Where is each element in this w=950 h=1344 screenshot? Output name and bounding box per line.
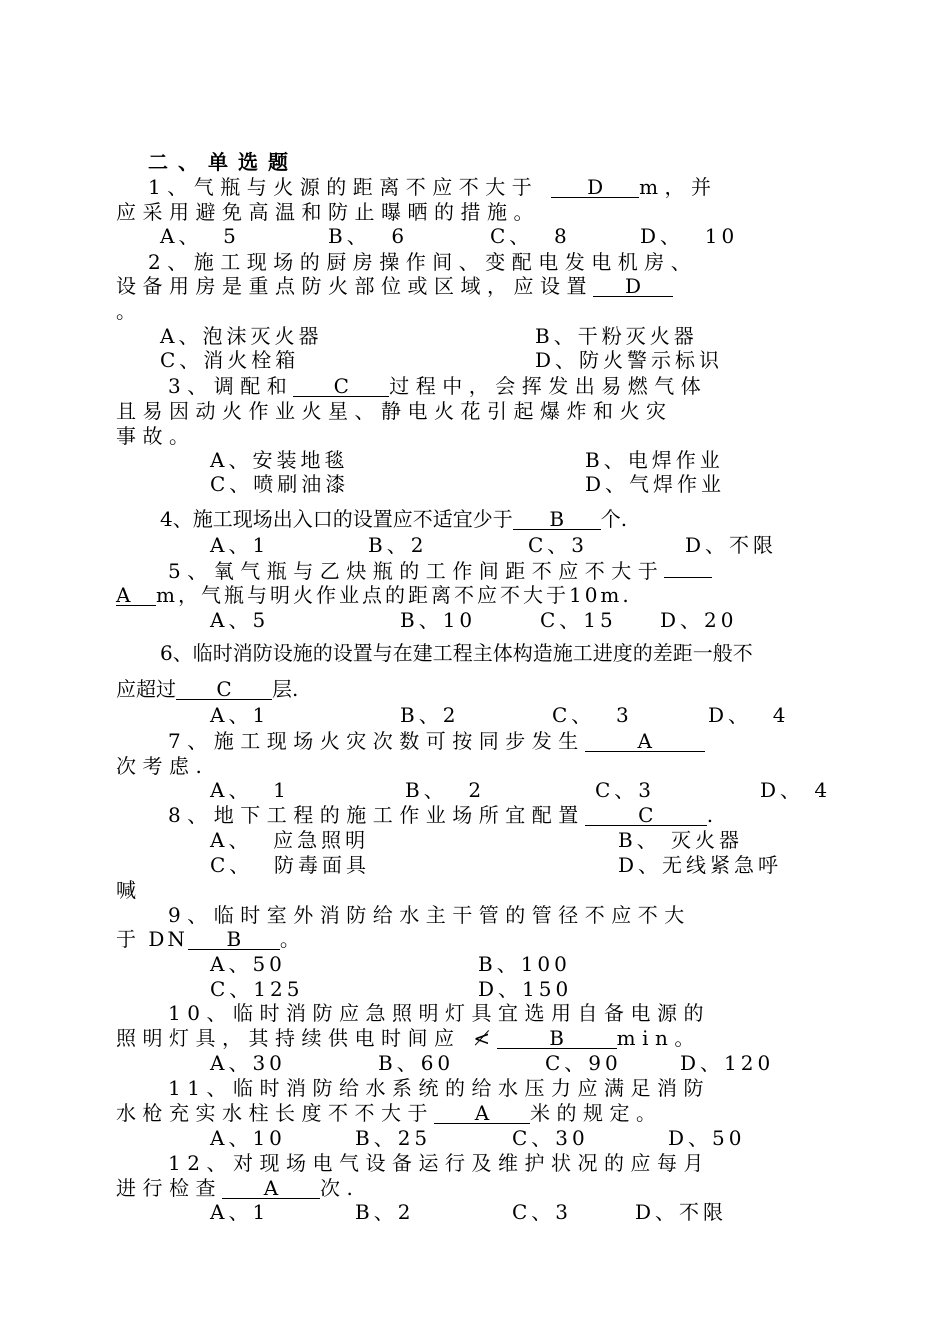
option-a: A、安装地毯	[210, 448, 349, 472]
question-text: m，气瓶与明火作业点的距离不应不大于10m.	[156, 583, 632, 607]
option-d: D、120	[680, 1051, 775, 1075]
option-b: B、2	[355, 1200, 415, 1224]
option-b: B、 6	[328, 224, 409, 248]
option-a: A、30	[210, 1051, 286, 1075]
question-2	[116, 274, 673, 298]
answer-blank: B	[513, 509, 601, 530]
option-c: C、3	[528, 533, 589, 557]
answer-blank: D	[593, 276, 673, 297]
question-text: 米的规定。	[530, 1101, 663, 1125]
option-c: C、 3	[552, 703, 633, 727]
option-b: B、干粉灭火器	[535, 324, 698, 348]
question-4	[160, 507, 627, 531]
option-b: B、25	[355, 1126, 432, 1150]
question-text: 5、氧气瓶与乙炔瓶的工作间距不应不大于	[168, 559, 665, 583]
question-text: 6、临时消防设施的设置与在建工程主体构造施工进度的差距一般不	[160, 641, 753, 665]
answer-blank: A	[116, 585, 156, 606]
option-d: D、50	[668, 1126, 746, 1150]
option-b: B、60	[378, 1051, 455, 1075]
question-text: 水枪充实水柱长度不不大于	[116, 1101, 434, 1125]
question-text: 。	[279, 927, 303, 951]
option-d: D、不限	[685, 533, 778, 557]
option-a: A、5	[210, 608, 270, 632]
option-c: C、3	[595, 778, 656, 802]
question-text: .	[706, 803, 720, 827]
question-text: 次考虑.	[116, 754, 209, 778]
option-d-cont: 喊	[116, 878, 136, 902]
option-c: C、喷刷油漆	[210, 472, 350, 496]
option-d: D、无线紧急呼	[618, 853, 783, 877]
question-text: 8、地下工程的施工作业场所宜配置	[168, 803, 585, 827]
option-b: B、电焊作业	[585, 448, 724, 472]
question-text: 进行检查	[116, 1176, 222, 1200]
question-text: 照明灯具，其持续供电时间应 ≮	[116, 1026, 497, 1050]
question-5	[168, 559, 712, 583]
option-c: C、 8	[490, 224, 571, 248]
question-text: min。	[616, 1026, 701, 1050]
question-1	[148, 175, 718, 199]
question-text: 3、调配和	[168, 374, 294, 398]
answer-blank: C	[293, 376, 389, 397]
question-3	[168, 374, 707, 398]
option-d: D、20	[660, 608, 738, 632]
question-12	[116, 1176, 359, 1200]
option-c: C、125	[210, 977, 304, 1001]
question-text: 设备用房是重点防火部位或区域，应设置	[116, 274, 593, 298]
answer-blank: D	[551, 177, 639, 198]
question-text: 9、临时室外消防给水主干管的管径不应不大	[168, 903, 691, 927]
question-6	[116, 677, 298, 701]
question-text: 。	[116, 299, 136, 323]
question-text: 2、施工现场的厨房操作间、变配电发电机房、	[148, 250, 698, 274]
question-7	[168, 729, 705, 753]
option-b: B、2	[400, 703, 460, 727]
option-b: B、 2	[405, 778, 486, 802]
answer-blank: B	[497, 1028, 617, 1049]
question-text: 4、施工现场出入口的设置应不适宜少于	[160, 507, 513, 531]
question-text: 事故。	[116, 424, 196, 448]
option-c: C、15	[540, 608, 617, 632]
option-d: D、气焊作业	[585, 472, 726, 496]
question-text: m，并	[639, 175, 718, 199]
option-c: C、30	[512, 1126, 589, 1150]
option-a: A、1	[210, 533, 270, 557]
option-b: B、100	[478, 952, 571, 976]
option-d: D、防火警示标识	[535, 348, 724, 372]
question-11	[116, 1101, 663, 1125]
answer-blank: A	[222, 1178, 320, 1199]
option-c: C、90	[545, 1051, 622, 1075]
option-b: B、2	[368, 533, 428, 557]
question-text: 11、临时消防给水系统的给水压力应满足消防	[168, 1076, 710, 1100]
option-a: A、 5	[160, 224, 240, 248]
option-a: A、1	[210, 703, 270, 727]
question-8	[168, 803, 720, 827]
option-b: B、10	[400, 608, 477, 632]
option-c: C、 防毒面具	[210, 853, 371, 877]
question-text: 1、气瓶与火源的距离不应不大于	[148, 175, 539, 199]
question-text: 应超过	[116, 677, 176, 701]
option-a: A、10	[210, 1126, 286, 1150]
option-d: D、 4	[708, 703, 790, 727]
question-text: 过程中，会挥发出易燃气体	[389, 374, 708, 398]
answer-blank: A	[434, 1103, 530, 1124]
section-title: 二、单选题	[148, 150, 298, 174]
question-5-cont	[116, 583, 632, 607]
question-text: 次.	[320, 1176, 360, 1200]
question-10	[116, 1026, 701, 1050]
option-c: C、3	[512, 1200, 573, 1224]
question-text: 应采用避免高温和防止曝晒的措施。	[116, 200, 540, 224]
option-a: A、泡沫灭火器	[160, 324, 323, 348]
question-text: 12、对现场电气设备运行及维护状况的应每月	[168, 1151, 710, 1175]
question-text: 层.	[272, 677, 299, 701]
answer-blank: B	[188, 929, 280, 950]
option-d: D、 10	[640, 224, 739, 248]
option-a: A、50	[210, 952, 286, 976]
question-9	[116, 927, 303, 951]
option-c: C、消火栓箱	[160, 348, 300, 372]
option-a: A、 1	[210, 778, 290, 802]
question-text: 10、临时消防应急照明灯具宜选用自备电源的	[168, 1001, 710, 1025]
option-d: D、150	[478, 977, 573, 1001]
answer-blank: C	[176, 679, 272, 700]
question-text: 7、施工现场火灾次数可按同步发生	[168, 729, 585, 753]
option-a: A、 应急照明	[210, 828, 370, 852]
answer-blank: C	[585, 805, 707, 826]
option-a: A、1	[210, 1200, 270, 1224]
option-d: D、 4	[760, 778, 832, 802]
option-d: D、不限	[635, 1200, 728, 1224]
question-text: 且易因动火作业火星、静电火花引起爆炸和火灾	[116, 399, 673, 423]
question-text: 个.	[600, 507, 628, 531]
answer-blank-start	[664, 577, 712, 578]
question-text: 于 DN	[116, 927, 188, 951]
answer-blank: A	[585, 731, 705, 752]
option-b: B、 灭火器	[618, 828, 744, 852]
